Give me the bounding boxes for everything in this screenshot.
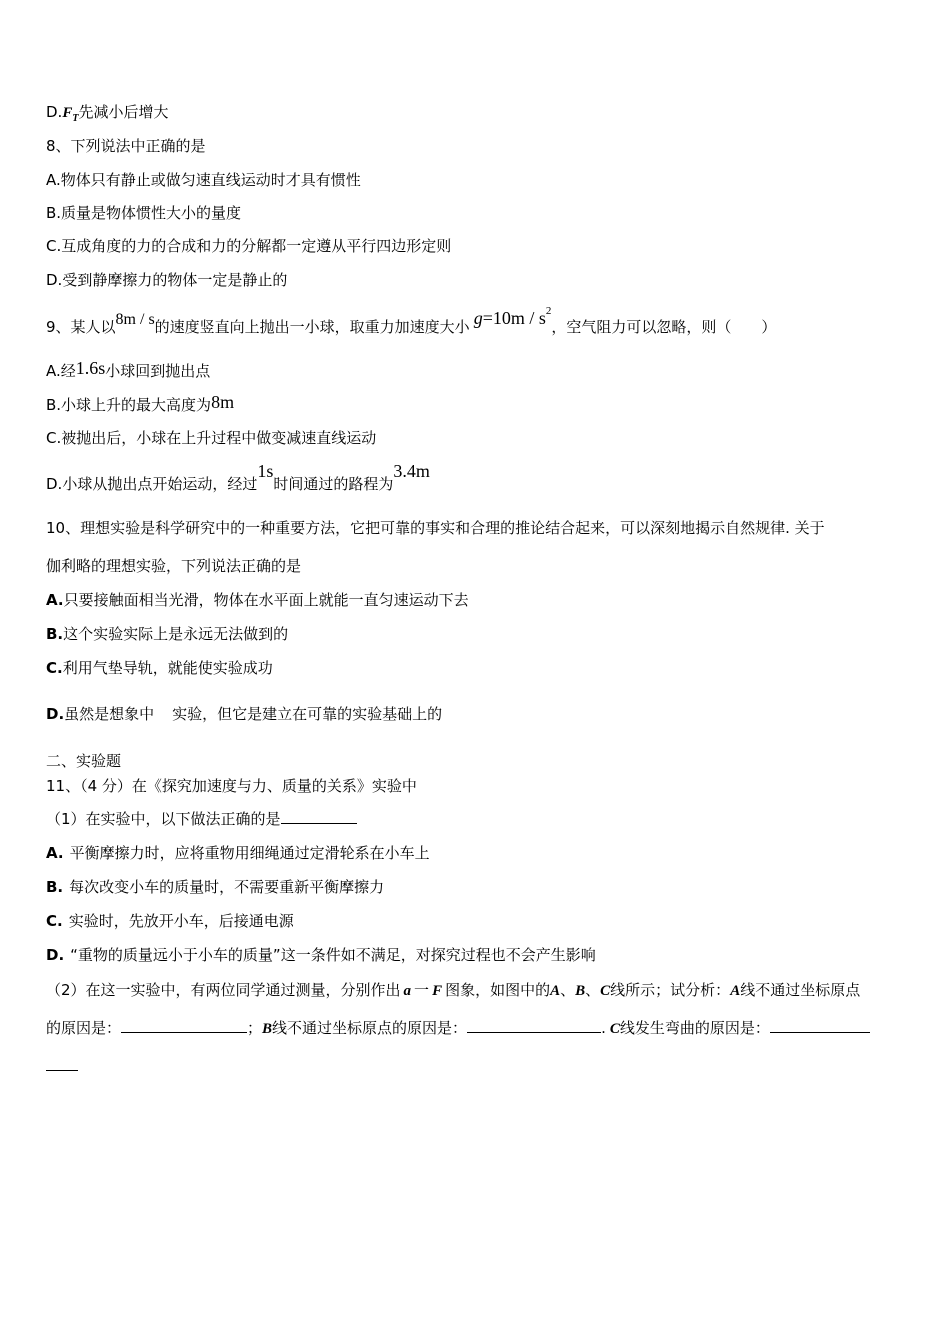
section-title: 二、实验题 <box>46 752 122 770</box>
line-c-label: C <box>600 983 611 999</box>
q11-part2-sep1: 、 <box>560 981 576 999</box>
q11-option-b-letter: B. <box>46 878 64 896</box>
q11-option-c-text: 实验时，先放开小车，后接通电源 <box>68 912 294 930</box>
q10-option-b <box>46 624 288 644</box>
q11-option-c-letter: C. <box>46 912 63 930</box>
q9-stem-part3: ，空气阻力可以忽略，则（ ） <box>551 318 777 336</box>
q11-option-b <box>46 877 384 897</box>
q7-option-d-prefix: D. <box>46 103 63 121</box>
q8-option-a: A.物体只有静止或做匀速直线运动时才具有惯性 <box>46 171 361 189</box>
q9-option-a-suffix: 小球回到抛出点 <box>105 362 211 380</box>
q10-option-d-letter: D. <box>46 705 65 723</box>
q11-part2-b: 图象，如图中的 <box>445 981 551 999</box>
q9-g-value: =10m / s <box>482 308 546 328</box>
q10-stem-line2: 伽利略的理想实验，下列说法正确的是 <box>46 557 302 575</box>
q8-option-d: D.受到静摩擦力的物体一定是静止的 <box>46 271 288 289</box>
q10-option-c-letter: C. <box>46 659 63 677</box>
q11-part1 <box>46 809 357 829</box>
q9-option-d-value: 3.4m <box>393 461 430 481</box>
q7-option-d-text: 先减小后增大 <box>78 103 169 121</box>
acc-symbol: a <box>403 983 412 999</box>
q11-option-a <box>46 843 430 863</box>
force-subscript: T <box>72 113 79 124</box>
q10-option-c-text: 利用气垫导轨，就能使实验成功 <box>62 659 273 677</box>
q8-stem: 8、下列说法中正确的是 <box>46 137 206 155</box>
q9-option-a-value: 1.6s <box>75 358 106 378</box>
q11-option-a-text: 平衡摩擦力时，应将重物用细绳通过定滑轮系在小车上 <box>69 844 430 862</box>
q9-option-d-time: 1s <box>257 461 274 481</box>
q11-part2-d: 线不通过坐标原点 <box>740 981 861 999</box>
q11-option-b-text: 每次改变小车的质量时，不需要重新平衡摩擦力 <box>69 878 385 896</box>
q10-option-a <box>46 590 469 610</box>
line-b-label-2: B <box>262 1021 273 1037</box>
reason-c-blank[interactable] <box>770 1018 870 1033</box>
q9-option-a <box>46 360 210 381</box>
q10-option-b-text: 这个实验实际上是永远无法做到的 <box>63 625 289 643</box>
q11-option-d-letter: D. <box>46 946 65 964</box>
reason-b-blank[interactable] <box>467 1018 601 1033</box>
q11-part2-line3 <box>46 1056 78 1076</box>
q11-line2-dot: . <box>601 1019 606 1037</box>
q9-option-c: C.被抛出后，小球在上升过程中做变减速直线运动 <box>46 429 377 447</box>
q11-part2-dash: 一 <box>414 981 430 999</box>
reason-a-blank[interactable] <box>121 1018 247 1033</box>
q10-option-d-text-after: 实验，但它是建立在可靠的实验基础上的 <box>172 705 443 723</box>
q9-stem-part1: 9、某人以 <box>46 318 116 336</box>
q11-stem: 11、（4 分）在《探究加速度与力、质量的关系》实验中 <box>46 777 417 795</box>
q11-option-c <box>46 911 294 931</box>
q9-g-exp: 2 <box>545 305 552 317</box>
q10-option-a-letter: A. <box>46 591 64 609</box>
line-c-label-2: C <box>609 1021 620 1037</box>
q7-option-d <box>46 102 168 129</box>
q9-option-d <box>46 461 430 497</box>
force-symbol: F <box>62 105 73 121</box>
q10-option-a-text: 只要接触面相当光滑，物体在水平面上就能一直匀速运动下去 <box>63 591 469 609</box>
q8-option-c: C.互成角度的力的合成和力的分解都一定遵从平行四边形定则 <box>46 237 452 255</box>
q11-option-a-letter: A. <box>46 844 64 862</box>
q10-option-d <box>46 704 442 724</box>
q10-option-b-letter: B. <box>46 625 64 643</box>
q9-option-d-prefix: D.小球从抛出点开始运动，经过 <box>46 475 258 493</box>
q11-line2-sep: ； <box>247 1019 263 1037</box>
reason-c-blank-cont[interactable] <box>46 1056 78 1071</box>
line-a-label: A <box>550 983 561 999</box>
q8-option-b: B.质量是物体惯性大小的量度 <box>46 204 242 222</box>
line-b-label: B <box>575 983 586 999</box>
force-symbol-f: F <box>432 983 443 999</box>
q9-option-a-prefix: A.经 <box>46 362 76 380</box>
q9-option-b-prefix: B.小球上升的最大高度为 <box>46 396 212 414</box>
q9-g-symbol: g <box>473 308 483 328</box>
q11-part2-sep2: 、 <box>585 981 601 999</box>
q11-line2-a: 的原因是： <box>46 1019 122 1037</box>
q9-option-b-value: 8m <box>211 392 235 412</box>
q11-part2-line2 <box>46 1018 870 1039</box>
q11-part2-line1 <box>46 980 860 1001</box>
q11-option-d <box>46 945 596 965</box>
q9-option-b <box>46 394 234 415</box>
q11-line2-c: 线发生弯曲的原因是： <box>619 1019 770 1037</box>
q10-option-c <box>46 658 273 678</box>
q11-part1-answer-blank[interactable] <box>281 809 357 824</box>
q10-option-d-text: 虽然是想象中 <box>64 705 155 723</box>
q11-option-d-text: “重物的质量远小于小车的质量”这一条件如不满足，对探究过程也不会产生影响 <box>70 946 596 964</box>
q9-option-d-mid: 时间通过的路程为 <box>273 475 394 493</box>
q11-part2-c: 线所示；试分析： <box>610 981 731 999</box>
q9-stem-part2: 的速度竖直向上抛出一小球，取重力加速度大小 <box>154 318 470 336</box>
q11-part1-text: （1）在实验中，以下做法正确的是 <box>46 810 281 828</box>
q11-line2-b: 线不通过坐标原点的原因是： <box>272 1019 468 1037</box>
line-a-label-2: A <box>730 983 741 999</box>
q9-speed: 8m / s <box>115 311 155 328</box>
q10-stem-line1: 10、理想实验是科学研究中的一种重要方法，它把可靠的事实和合理的推论结合起来，可以深刻地揭示自然规律. 关于 <box>46 519 825 537</box>
q9-stem <box>46 305 777 343</box>
q11-part2-a: （2）在这一实验中，有两位同学通过测量，分别作出 <box>46 981 401 999</box>
